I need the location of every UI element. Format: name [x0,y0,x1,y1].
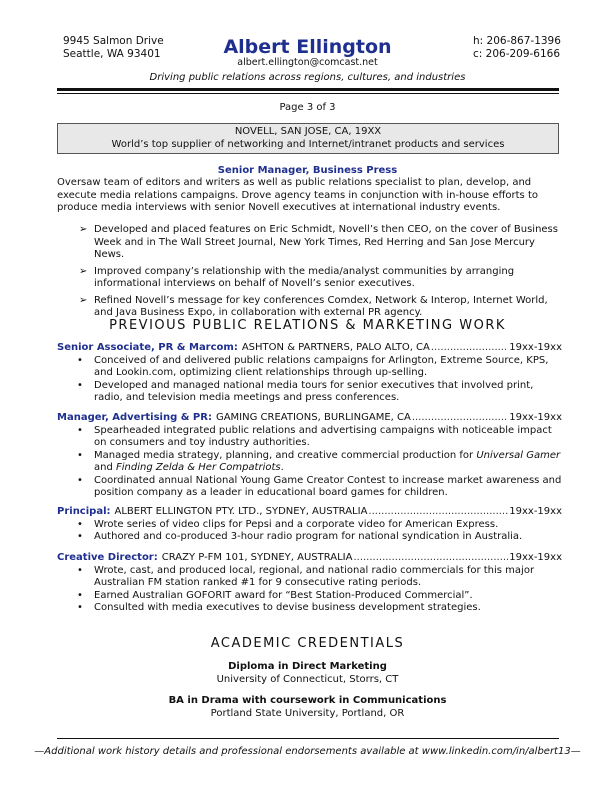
list-item: • Developed and managed national media tours for senior executives that involved print, radio, and television media meetings and press conferences. [77,379,534,403]
degree-entry [0,695,615,720]
arrow-bullet-icon: ➢ [79,294,88,306]
job-title: Manager, Advertising & PR: [57,412,212,423]
job-dates: 19xx-19xx [509,552,562,563]
list-item: ➢ Improved company’s relationship with the media/analyst communities by arranging informational interviews on behalf of Novell’s senior executives. [79,265,515,289]
job-title: Principal: [57,506,111,517]
bullet-icon: • [77,449,83,461]
email-address[interactable]: albert.ellington@comcast.net [237,57,378,68]
contact-phones [473,35,561,61]
section-title-academic: ACADEMIC CREDENTIALS [210,636,405,651]
phone-home: h: 206-867-1396 [473,35,561,47]
job-title: Creative Director: [57,552,158,563]
dot-leader [368,506,508,519]
candidate-name: Albert Ellington [223,36,392,58]
header-divider-thick [57,88,559,91]
degree-school: University of Connecticut, Storrs, CT [216,673,399,685]
bullet-icon: • [77,424,83,436]
job-bullets [57,565,562,615]
address-line-1: 9945 Salmon Drive [63,35,164,47]
job-header [57,506,562,519]
list-item: • Authored and co-produced 3-hour radio program for national syndication in Australia. [77,531,523,542]
degree-name: BA in Drama with coursework in Communications [168,695,447,706]
arrow-bullet-icon: ➢ [79,224,88,235]
role-summary: Oversaw team of editors and writers as well as public relations specialist to plan, develop, and execute media relations campaigns. Drove agency teams in conjunction with in-house efforts to produce media interviews with senior Novell executives at international industry events. [57,177,538,213]
job-header [57,412,562,425]
job-bullets [57,355,562,405]
footer-divider [57,738,559,739]
job-employer: GAMING CREATIONS, BURLINGAME, CA [215,412,411,423]
job-employer: CRAZY P-FM 101, SYDNEY, AUSTRALIA [161,552,353,563]
job-entry [57,342,562,405]
job-header [57,552,562,565]
dot-leader [353,552,508,565]
job-header [57,342,562,355]
list-item: ➢ Refined Novell’s message for key conferences Comdex, Network & Interop, Internet World, and Java Business Expo, in collaboration with external PR agency. [79,294,548,318]
role-title: Senior Manager, Business Press [217,165,398,176]
arrow-bullet-icon: ➢ [79,265,88,277]
company-box [57,123,559,154]
list-item: • Consulted with media executives to devise business development strategies. [77,602,481,613]
bullet-icon: • [77,354,83,366]
degree-name: Diploma in Direct Marketing [228,661,387,672]
list-item: • Spearheaded integrated public relations and advertising campaigns with noticeable impact on consumers and toy industry authorities. [77,424,552,448]
bullet-icon: • [77,379,83,391]
list-item: • Coordinated annual National Young Game Creator Contest to increase market awareness and position company as a leader in educational board games for children. [77,474,562,498]
dot-leader [412,412,508,425]
section-title-previous-work: PREVIOUS PUBLIC RELATIONS & MARKETING WORK [109,318,506,333]
bullet-icon: • [77,474,83,486]
bullet-icon: • [77,602,83,613]
bullet-icon: • [77,531,83,542]
header-divider-thin [57,93,559,94]
job-entry [57,412,562,500]
role-achievements [57,224,562,324]
job-dates: 19xx-19xx [509,506,562,517]
bullet-icon: • [77,564,83,576]
degree-school: Portland State University, Portland, OR [210,707,405,719]
phone-cell: c: 206-209-6166 [473,48,561,60]
job-title: Senior Associate, PR & Marcom: [57,342,238,353]
footer-note: —Additional work history details and professional endorsements available at www.linkedin.com/in/albert13— [34,746,581,757]
bullet-icon: • [77,589,83,601]
dot-leader [431,342,508,355]
company-line: NOVELL, SAN JOSE, CA, 19XX [234,126,382,137]
job-employer: ASHTON & PARTNERS, PALO ALTO, CA [241,342,430,353]
job-bullets [57,519,562,544]
job-dates: 19xx-19xx [509,342,562,353]
tagline: Driving public relations across regions, cultures, and industries [149,72,466,83]
page-number: Page 3 of 3 [279,102,336,113]
company-description: World’s top supplier of networking and Internet/intranet products and services [111,139,505,150]
list-item: • Conceived of and delivered public relations campaigns for Arlington, Extreme Source, KPS, and Lookin.com, optimizing client relationships through up-selling. [77,354,549,378]
list-item: • Wrote series of video clips for Pepsi and a corporate video for American Express. [77,518,499,530]
bullet-icon: • [77,518,83,530]
job-employer: ALBERT ELLINGTON PTY. LTD., SYDNEY, AUSTRALIA [114,506,368,517]
degree-entry [0,661,615,686]
list-item: • Earned Australian GOFORIT award for “Best Station-Produced Commercial”. [77,589,473,601]
job-bullets [57,425,562,500]
list-item: • Wrote, cast, and produced local, regional, and national radio commercials for this major Australian FM station ranked #1 for 9 consecutive rating periods. [77,564,535,588]
job-entry [57,506,562,544]
job-entry [57,552,562,615]
address-line-2: Seattle, WA 93401 [63,48,161,60]
list-item: • Managed media strategy, planning, and creative commercial production for Universal Gamer and Finding Zelda & Her Compatriots. [77,449,561,473]
list-item: ➢ Developed and placed features on Eric Schmidt, Novell’s then CEO, on the cover of Business Week and in The Wall Street Journal, New York Times, Red Herring and San Jose Mercury News. [79,224,558,260]
job-dates: 19xx-19xx [509,412,562,423]
